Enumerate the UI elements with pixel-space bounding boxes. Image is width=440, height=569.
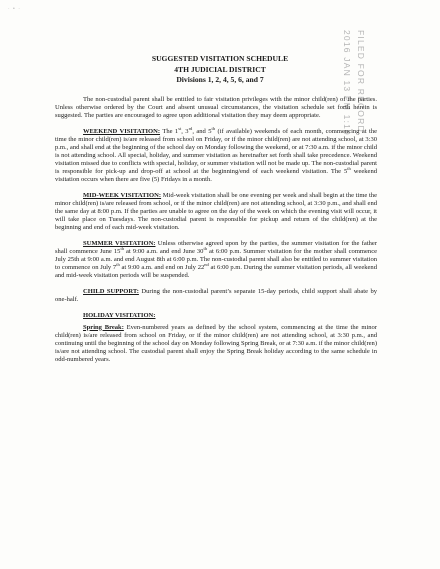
- weekend-sup: th: [347, 166, 351, 172]
- weekend-sup: rd: [188, 125, 193, 131]
- spring-heading: Spring Break:: [83, 323, 124, 331]
- weekend-text: (if available) weekends of each month, commencing at the time the minor child(ren) is/are released from school on Friday, or if the minor child(ren) are not attending school, at 3:30 p.m., and shall end at the beginning of the school day on Monday following the weekend, or at 7:30 a.m. if the minor child is not attending school. All special, holiday, and summer visitation as hereinafter set forth shall take precedence. Weekend visitation missed due to conflicts with special, holiday, or summer visitation will not be made up. The non-custodial parent is responsible for pick-up and drop-off at school at the beginning/end of each weekend visitation. The 5: [55, 127, 378, 176]
- summer-sup: nd: [204, 262, 209, 268]
- support-paragraph: [55, 288, 377, 304]
- midweek-text: Mid-week visitation shall be one evening per week and shall begin at the time the minor child(ren) is/are released from school, or if the minor child(ren) are not attending school, at 3:30 p.m., and shall end the same day at 8:00 p.m. If the parties are unable to agree on the day of the week on which the evening visit will occur, it will take place on Tuesdays. The non-custodial parent is responsible for pickup and return of the child(ren) at the beginning and end of each mid-week visitation.: [55, 191, 377, 232]
- scan-mark: · • ·: [8, 6, 21, 12]
- summer-heading: SUMMER VISITATION:: [83, 239, 156, 247]
- holiday-paragraph: [55, 312, 377, 320]
- weekend-sup: st: [178, 125, 182, 131]
- spring-paragraph: [55, 324, 377, 364]
- document-header: [0, 54, 440, 86]
- holiday-heading: HOLIDAY VISITATION:: [83, 311, 156, 319]
- weekend-text: , and 5: [192, 127, 212, 135]
- summer-text: at 6:00 p.m. Summer visitation for the mother shall commence July 25th at 9:00 a.m. and end August 8th at 6:00 p.m. The non-custodial parent shall also be entitled to summer visitation to commence on July 7: [55, 248, 378, 272]
- summer-text: at 9:00 a.m. and end on July 22: [119, 264, 205, 272]
- divisions-line: Divisions 1, 2, 4, 5, 6, and 7: [176, 75, 264, 85]
- summer-paragraph: [55, 240, 377, 280]
- summer-sup: th: [120, 245, 124, 251]
- summer-text: at 9:00 a.m. and end June 30: [123, 248, 204, 255]
- midweek-heading: MID-WEEK VISITATION:: [83, 191, 162, 199]
- weekend-text: , 3: [181, 127, 189, 135]
- weekend-heading: WEEKEND VISITATION:: [83, 127, 161, 135]
- summer-sup: th: [116, 262, 120, 268]
- support-text: During the non-custodial parent’s separate 15-day periods, child support shall abate by one-half.: [55, 287, 377, 303]
- document-body: [55, 96, 377, 372]
- spring-text: Even-numbered years as defined by the school system, commencing at the time the minor child(ren) is/are released from school on Friday, or if the minor child(ren) are not attending school, at 3:30 p.m., and continuing until the beginning of the school day on Monday following Spring Break, or at 7:30 a.m. if the minor child(ren) is/are not attending school. The custodial parent shall enjoy the Spring Break holiday according to the same schedule in odd-numbered years.: [55, 323, 378, 364]
- weekend-text: The 1: [160, 127, 179, 135]
- summer-text: at 6:00 p.m. During the summer visitation periods, all weekend and mid-week visitation periods will be suspended.: [55, 264, 377, 280]
- weekend-paragraph: [55, 125, 378, 185]
- summer-text: Unless otherwise agreed upon by the parties, the summer visitation for the father shall commence June 15: [55, 239, 378, 255]
- district-line: 4TH JUDICIAL DISTRICT: [174, 64, 266, 74]
- midweek-paragraph: [55, 192, 377, 232]
- summer-sup: th: [203, 245, 207, 251]
- stamp-label: FILED FOR RECORD: [356, 30, 366, 133]
- stamp-date: 2016 JAN 13 PM 1:19: [342, 30, 352, 136]
- document-title: SUGGESTED VISITATION SCHEDULE: [151, 54, 289, 63]
- weekend-text: weekend visitation occurs when there are five (5) Fridays in a month.: [55, 168, 378, 184]
- weekend-sup: th: [211, 125, 216, 131]
- support-heading: CHILD SUPPORT:: [83, 287, 139, 295]
- intro-paragraph: The non-custodial parent shall be entitled to fair visitation privileges with the minor child(ren) of the parties. Unless otherwise ordered by the Court and absent unusual circumstances, the visitation schedule set forth herein is suggested. The parties are encouraged to agree upon additional visitation they may deem appropriate.: [55, 96, 377, 120]
